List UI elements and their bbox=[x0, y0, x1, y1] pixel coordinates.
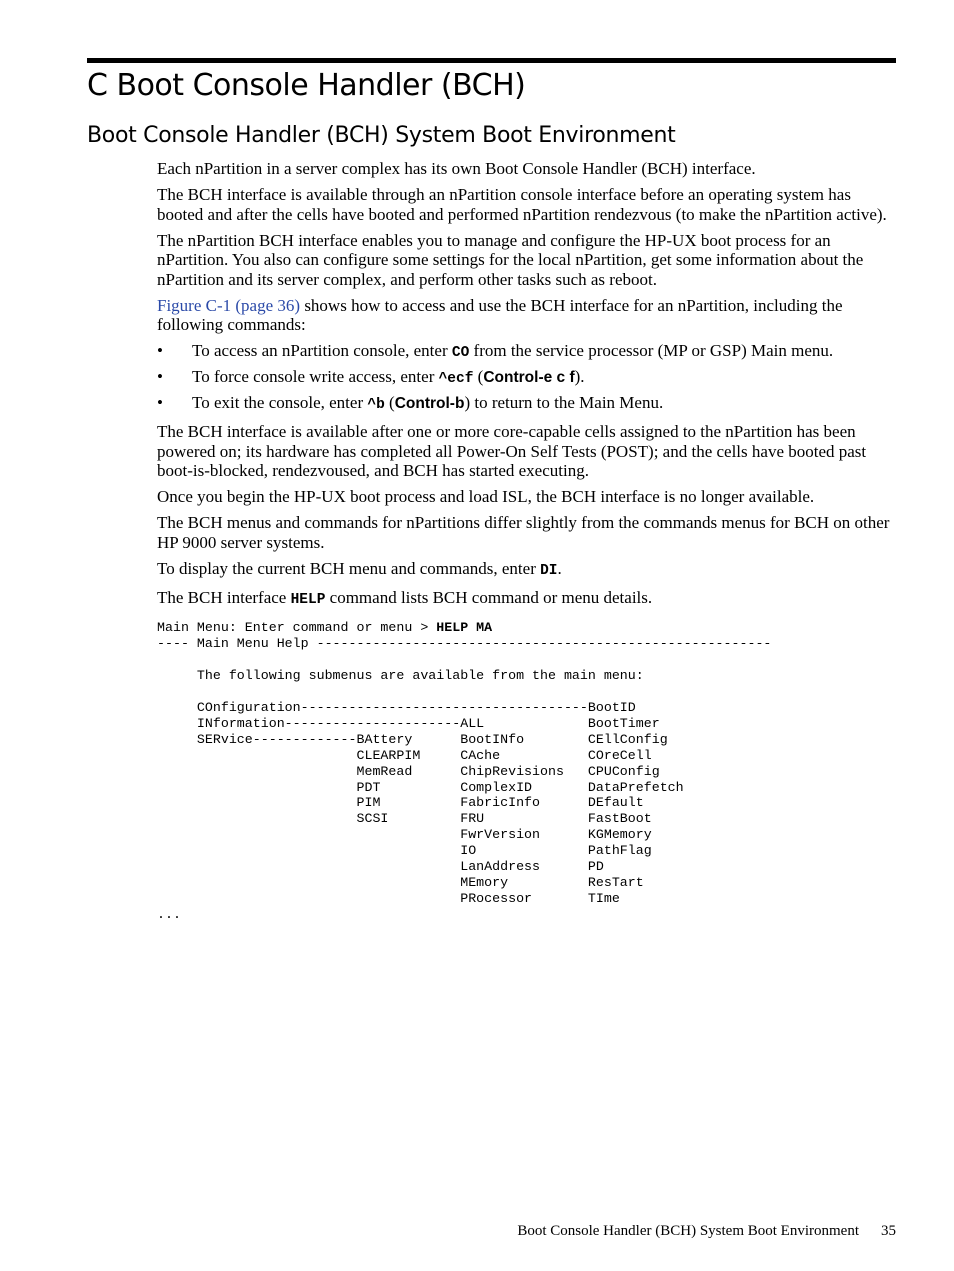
figure-reference-text: shows how to access and use the BCH interface for an nPartition, including the following commands: bbox=[157, 295, 843, 334]
list-item-text: To force console write access, enter bbox=[192, 367, 439, 386]
command-code: DI bbox=[540, 562, 558, 579]
paragraph-text: The BCH interface bbox=[157, 587, 291, 607]
body-text bbox=[157, 159, 898, 617]
paragraph: Each nPartition in a server complex has its own Boot Console Handler (BCH) interface. bbox=[157, 159, 756, 178]
display-command-paragraph bbox=[157, 559, 898, 582]
list-item-text: ( bbox=[473, 367, 484, 386]
command-code: ^ecf bbox=[438, 371, 474, 387]
chapter-rule bbox=[87, 58, 896, 63]
paragraph: The BCH interface is available through an nPartition console interface before an operating system has booted and after the cells have booted and performed nPartition rendezvous (to make the nPartition active). bbox=[157, 185, 887, 224]
command-code: CO bbox=[451, 345, 470, 361]
command-code: HELP bbox=[290, 591, 326, 608]
bullet-icon: • bbox=[157, 341, 163, 360]
paragraph-text: To display the current BCH menu and commands, enter bbox=[157, 558, 541, 578]
console-menu-help: ---- Main Menu Help --------------------------------------------------------- The following submenus are available from the main menu: COnfiguration------------------------------------BootID INformation----------------------ALL BootTimer SERvice-------------BAttery BootINfo CEllConfig CLEARPIM CAche COreCell MemRead ChipRevisions CPUConfig PDT ComplexID DataPrefetch PIM FabricInfo DEfault SCSI FRU FastBoot FwrVersion KGMemory IO PathFlag LanAddress PD MEmory ResTart PRocessor TIme ... bbox=[157, 635, 772, 923]
figure-reference-paragraph bbox=[157, 296, 898, 335]
list-item-text: ) to return to the Main Menu. bbox=[464, 393, 664, 412]
help-command-paragraph bbox=[157, 588, 898, 611]
console-output bbox=[157, 620, 771, 923]
paragraph-text: . bbox=[557, 558, 562, 578]
bullet-icon: • bbox=[157, 393, 163, 412]
paragraph: The nPartition BCH interface enables you to manage and configure the HP-UX boot process for an nPartition. You also can configure some settings for the local nPartition, get some information about the nPartition and its server complex, and perform other tasks such as reboot. bbox=[157, 230, 864, 289]
list-item bbox=[157, 341, 898, 364]
command-code: ^b bbox=[367, 397, 385, 413]
list-item-text: To access an nPartition console, enter bbox=[192, 341, 452, 360]
console-prompt: Main Menu: Enter command or menu > bbox=[157, 620, 437, 635]
list-item bbox=[157, 367, 898, 390]
chapter-title: C Boot Console Handler (BCH) bbox=[87, 68, 526, 103]
list-item-text: ( bbox=[384, 393, 395, 412]
paragraph: The BCH interface is available after one or more core-capable cells assigned to the nPartition has been powered on; its hardware has completed all Power-On Self Tests (POST); and the cells have booted past boot-is-blocked, rendezvoused, and BCH has started executing. bbox=[157, 422, 867, 480]
console-input: HELP MA bbox=[436, 620, 493, 635]
paragraph: The BCH menus and commands for nPartitions differ slightly from the commands menus for BCH on other HP 9000 server systems. bbox=[157, 513, 890, 552]
paragraph-text: command lists BCH command or menu details. bbox=[325, 587, 653, 607]
key-sequence: Control-b bbox=[394, 395, 465, 412]
command-list bbox=[157, 341, 898, 416]
bullet-icon: • bbox=[157, 367, 163, 386]
page-number: 35 bbox=[881, 1223, 896, 1239]
footer-title: Boot Console Handler (BCH) System Boot Environment bbox=[517, 1223, 859, 1239]
section-title: Boot Console Handler (BCH) System Boot Environment bbox=[87, 123, 676, 148]
page-footer bbox=[480, 1222, 896, 1240]
list-item-text: from the service processor (MP or GSP) Main menu. bbox=[469, 341, 834, 360]
key-sequence: Control-e c f bbox=[483, 369, 575, 386]
list-item-text: ). bbox=[574, 367, 585, 386]
figure-link[interactable]: Figure C-1 (page 36) bbox=[157, 295, 301, 315]
list-item bbox=[157, 393, 898, 416]
list-item-text: To exit the console, enter bbox=[192, 393, 368, 412]
paragraph: Once you begin the HP-UX boot process and load ISL, the BCH interface is no longer available. bbox=[157, 487, 815, 506]
